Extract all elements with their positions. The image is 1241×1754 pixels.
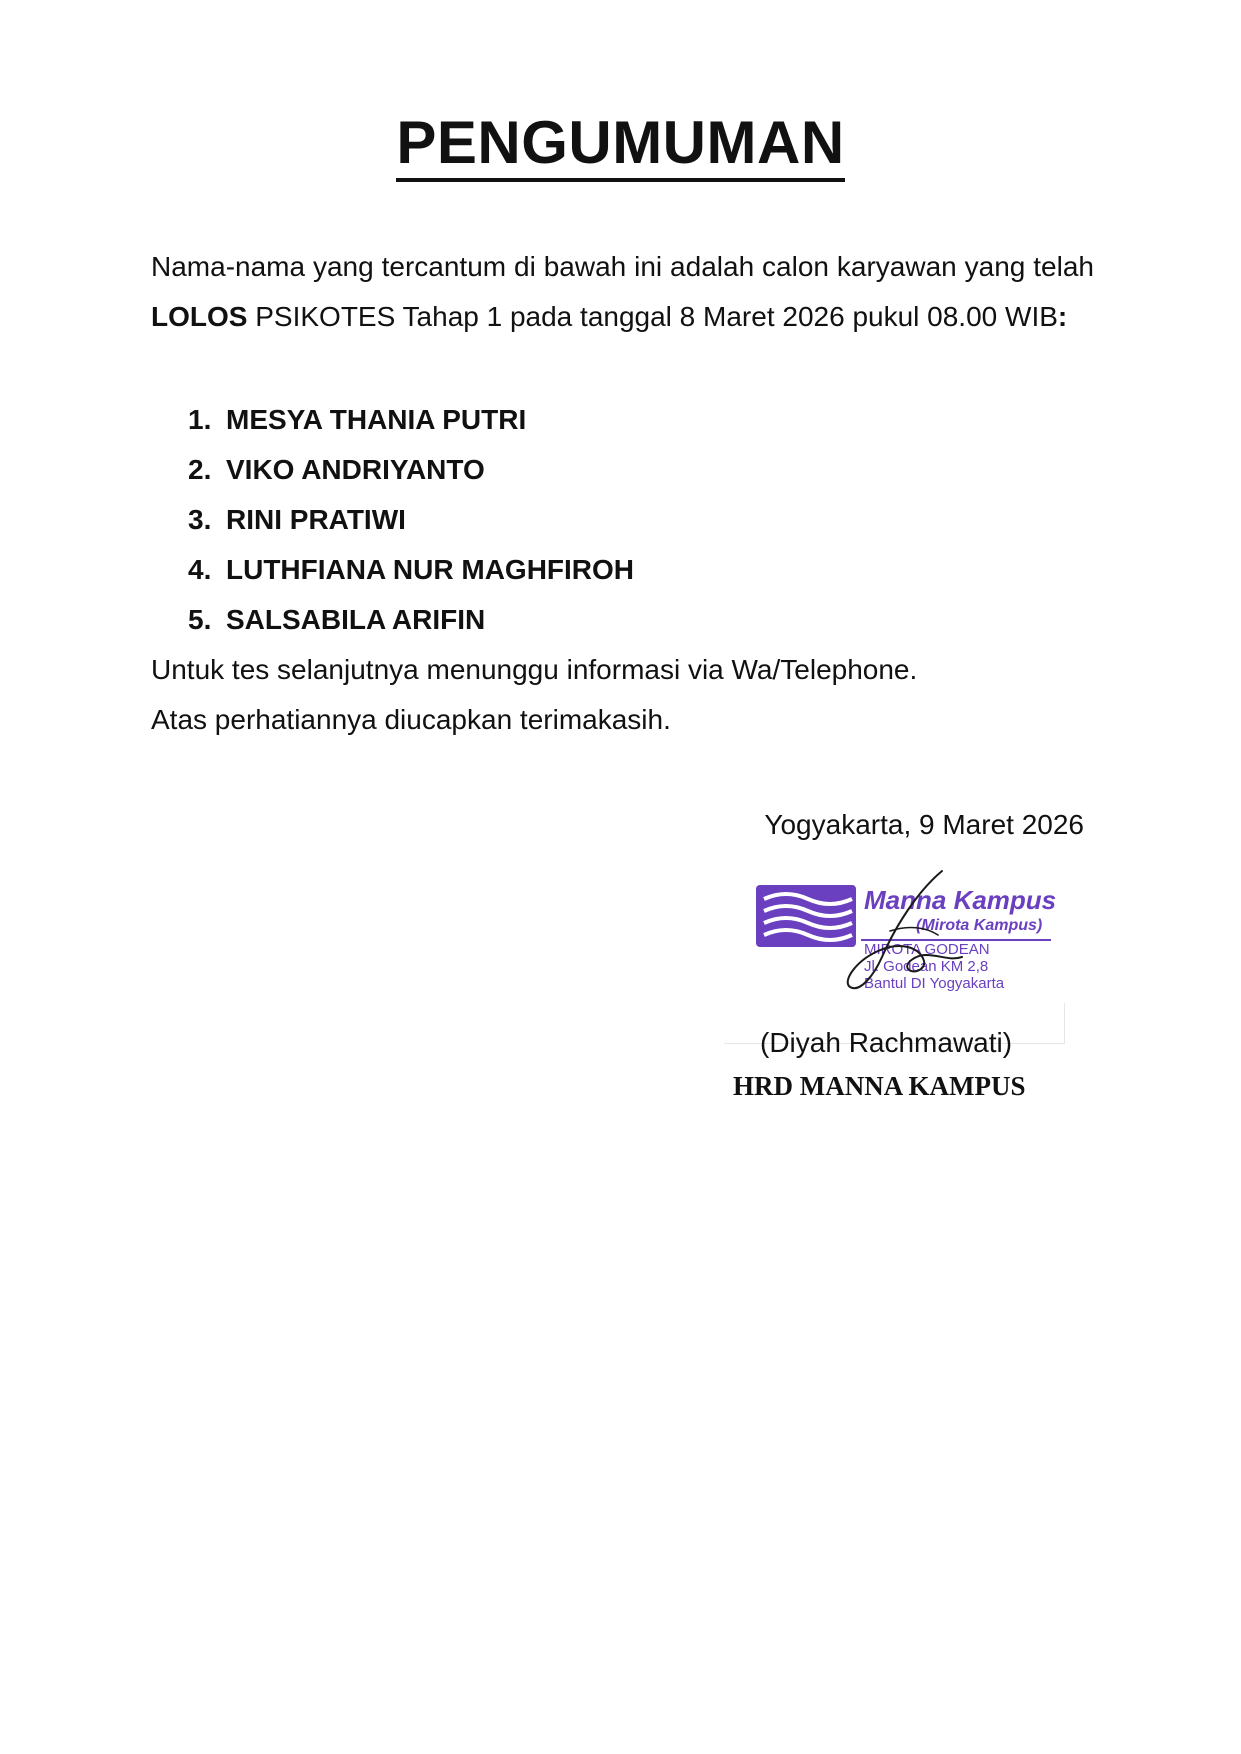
candidate-name: VIKO ANDRIYANTO xyxy=(226,454,485,485)
candidate-name: RINI PRATIWI xyxy=(226,504,406,535)
intro-text-1: Nama-nama yang tercantum di bawah ini adalah calon karyawan yang telah xyxy=(151,251,1094,282)
page-title-text: PENGUMUMAN xyxy=(396,110,844,182)
list-item xyxy=(188,445,634,495)
closing-text: Atas perhatiannya diucapkan terimakasih. xyxy=(151,704,671,735)
page-title xyxy=(0,108,1241,182)
candidate-list xyxy=(188,395,634,645)
intro-paragraph xyxy=(151,242,1094,342)
stamp-address-line: Jl. Godean KM 2,8 xyxy=(864,958,989,975)
candidate-name: SALSABILA ARIFIN xyxy=(226,604,486,635)
candidate-name: MESYA THANIA PUTRI xyxy=(226,404,527,435)
stamp-address-line: Bantul DI Yogyakarta xyxy=(864,975,1005,992)
list-item xyxy=(188,595,634,645)
list-number: 1. xyxy=(188,404,212,435)
list-item xyxy=(188,395,634,445)
candidate-name: LUTHFIANA NUR MAGHFIROH xyxy=(226,554,635,585)
signer-name: (Diyah Rachmawati) xyxy=(760,1027,1013,1058)
signer-role: HRD MANNA KAMPUS xyxy=(733,1071,1026,1101)
list-number: 5. xyxy=(188,604,212,635)
stamp-address-line: MIROTA GODEAN xyxy=(864,941,990,958)
list-number: 3. xyxy=(188,504,212,535)
stamp-brand: Manna Kampus xyxy=(864,885,1057,915)
list-number: 2. xyxy=(188,454,212,485)
followup-text: Untuk tes selanjutnya menunggu informasi via Wa/Telephone. xyxy=(151,654,918,685)
place-date: Yogyakarta, 9 Maret 2026 xyxy=(764,809,1084,840)
intro-bold-colon: : xyxy=(1057,301,1068,332)
handwritten-signature xyxy=(830,865,990,1005)
stamp-sub: (Mirota Kampus) xyxy=(916,917,1043,934)
list-number: 4. xyxy=(188,554,212,585)
intro-text-2: PSIKOTES Tahap 1 pada tanggal 8 Maret 2026 pukul 08.00 WIB xyxy=(247,301,1058,332)
intro-bold-lolos: LOLOS xyxy=(151,301,248,332)
list-item xyxy=(188,545,634,595)
list-item xyxy=(188,495,634,545)
